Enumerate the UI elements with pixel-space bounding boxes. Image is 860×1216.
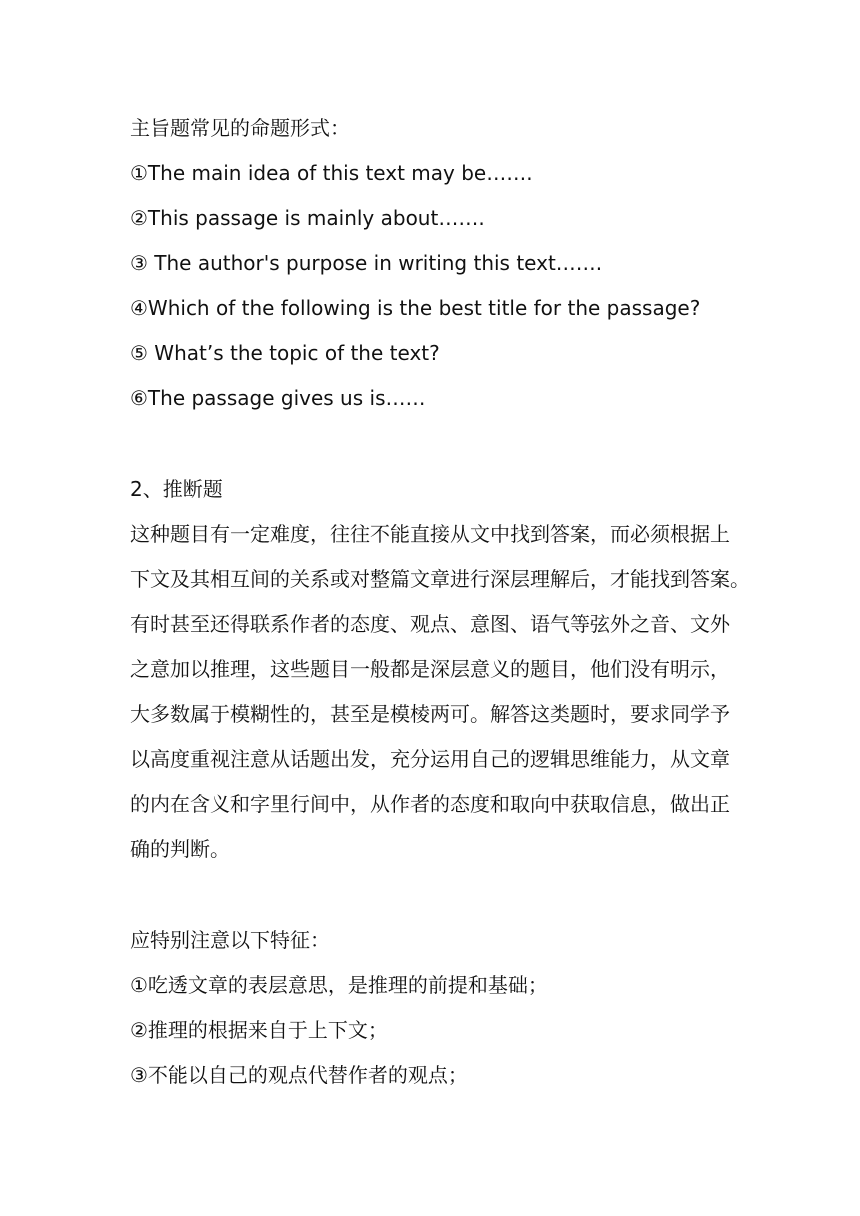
main-idea-item: ④Which of the following is the best title for the passage? [130, 296, 701, 320]
main-idea-item: ⑥The passage gives us is…… [130, 386, 426, 410]
features-heading: 应特别注意以下特征： [130, 928, 330, 952]
inference-paragraph-line: 的内在含义和字里行间中，从作者的态度和取向中获取信息，做出正 [130, 792, 730, 816]
main-idea-item: ⑤ What’s the topic of the text? [130, 341, 440, 365]
main-idea-heading: 主旨题常见的命题形式： [130, 116, 350, 140]
inference-paragraph-line: 大多数属于模糊性的，甚至是模棱两可。解答这类题时，要求同学予 [130, 702, 730, 726]
main-idea-item: ②This passage is mainly about……. [130, 206, 485, 230]
inference-paragraph-line: 下文及其相互间的关系或对整篇文章进行深层理解后，才能找到答案。 [130, 567, 750, 591]
feature-item: ①吃透文章的表层意思，是推理的前提和基础； [130, 973, 548, 997]
inference-paragraph-line: 之意加以推理，这些题目一般都是深层意义的题目，他们没有明示， [130, 657, 730, 681]
main-idea-item: ①The main idea of this text may be……. [130, 161, 533, 185]
main-idea-item: ③ The author's purpose in writing this text……. [130, 251, 603, 275]
inference-paragraph-line: 这种题目有一定难度，往往不能直接从文中找到答案，而必须根据上 [130, 522, 730, 546]
inference-paragraph-line: 有时甚至还得联系作者的态度、观点、意图、语气等弦外之音、文外 [130, 612, 730, 636]
feature-item: ③不能以自己的观点代替作者的观点； [130, 1063, 468, 1087]
feature-item: ②推理的根据来自于上下文； [130, 1018, 388, 1042]
inference-paragraph-line: 以高度重视注意从话题出发，充分运用自己的逻辑思维能力，从文章 [130, 747, 730, 771]
inference-paragraph-line: 确的判断。 [130, 837, 230, 861]
inference-heading: 2、推断题 [130, 477, 223, 501]
